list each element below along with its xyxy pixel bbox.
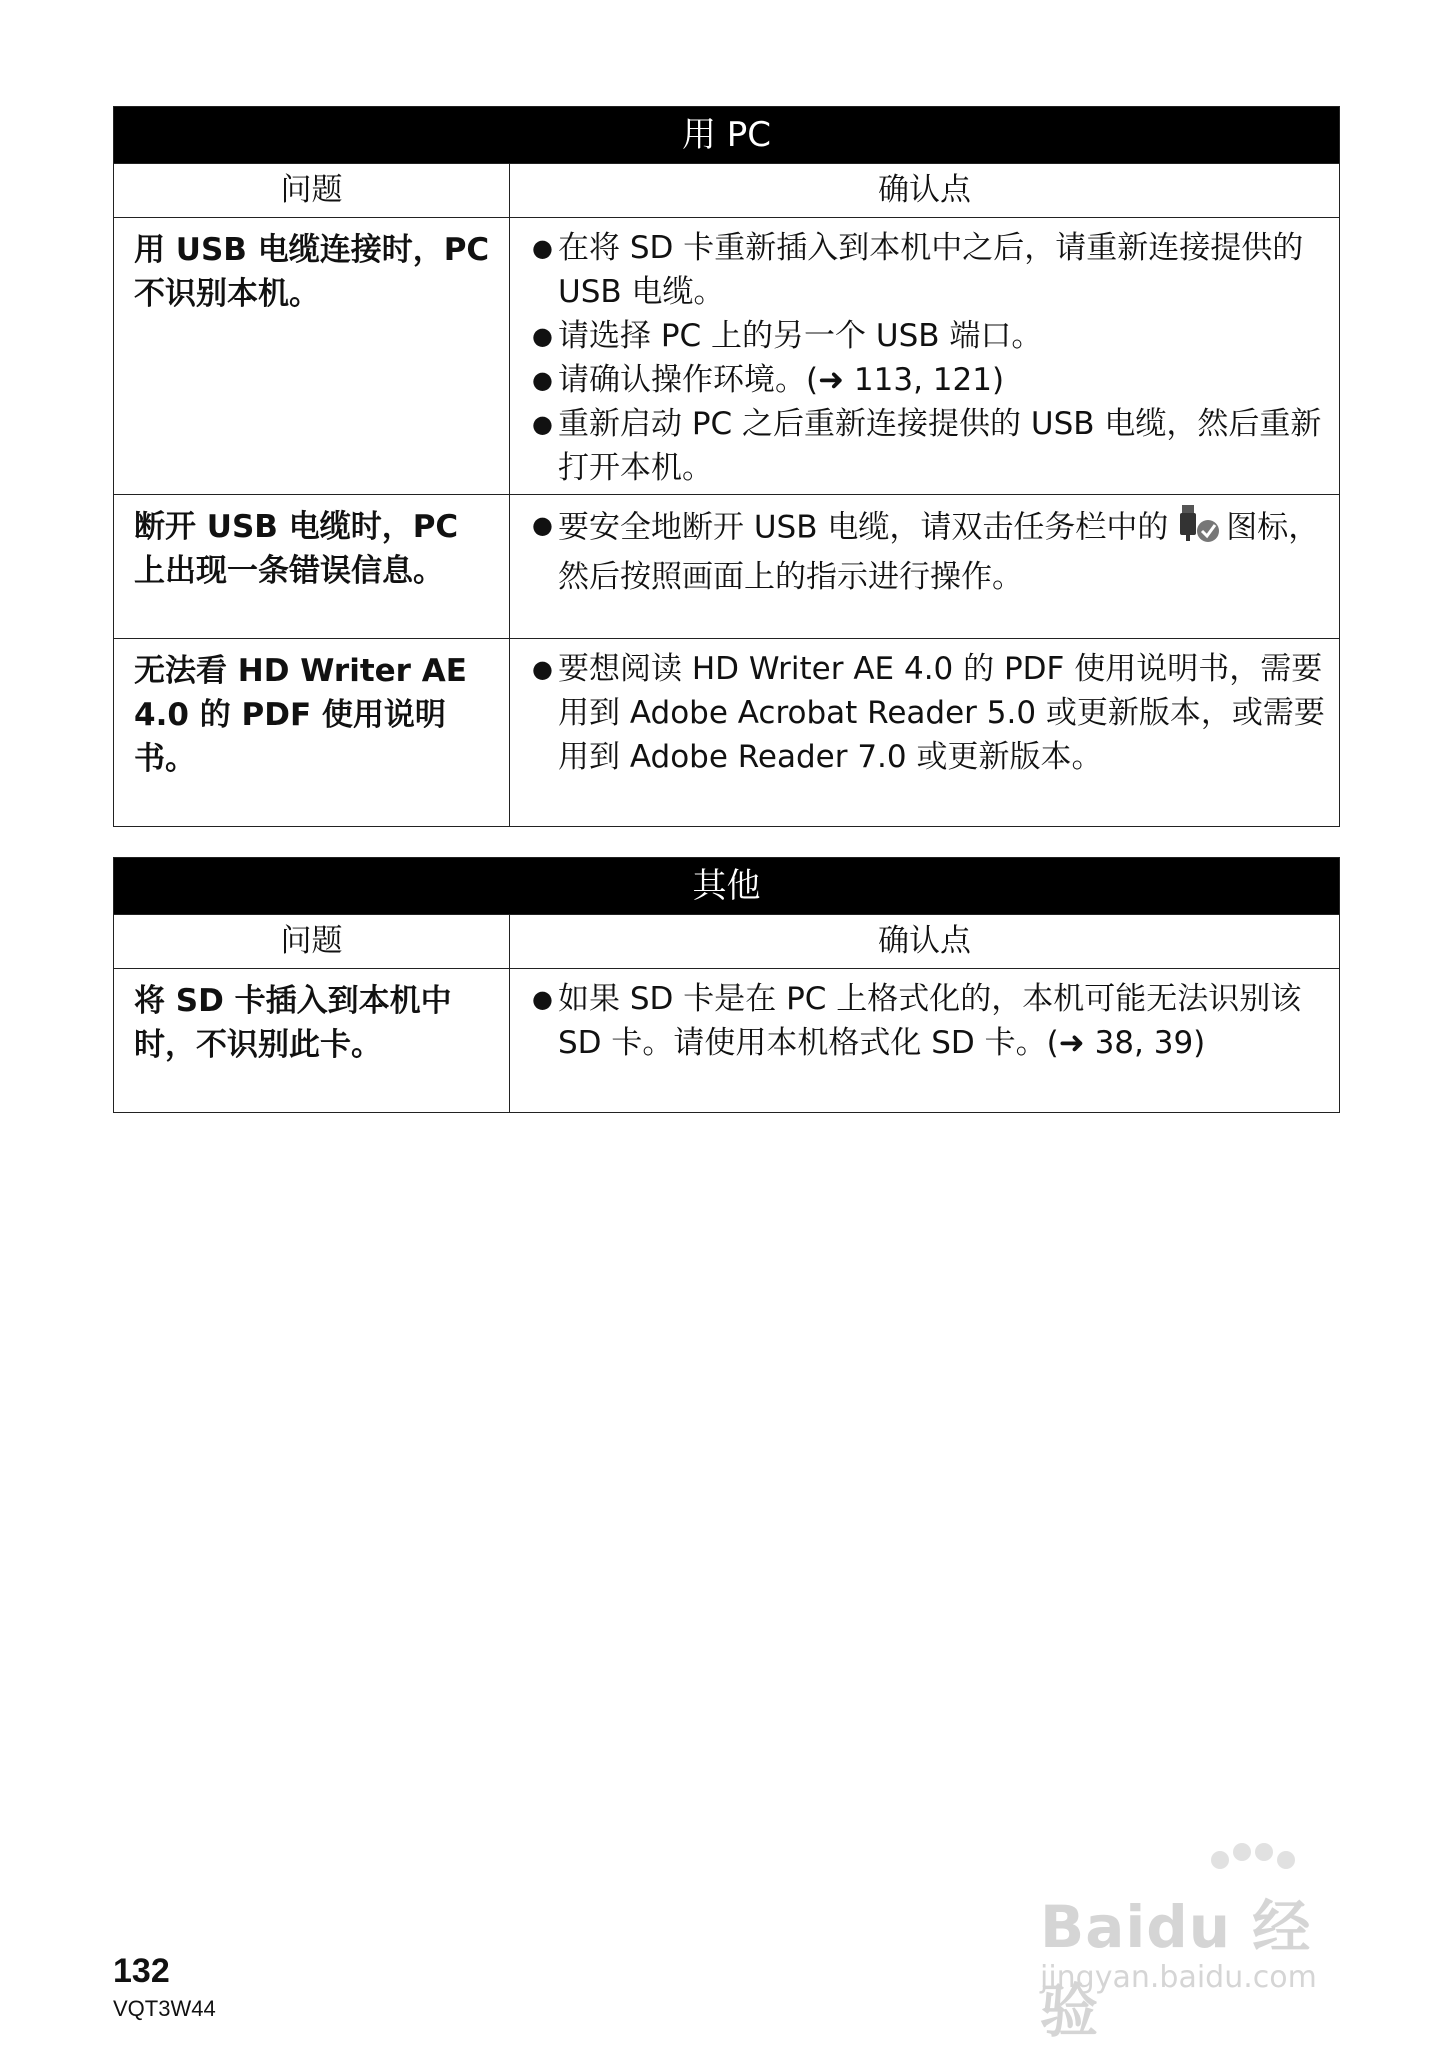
- bullet-icon: ●: [532, 511, 553, 539]
- list-item: ● 请选择 PC 上的另一个 USB 端口。: [532, 314, 1327, 358]
- watermark-url: jingyan.baidu.com: [1040, 1960, 1317, 1995]
- table-row: [114, 217, 1339, 494]
- table-row: [114, 494, 1339, 638]
- check-cell: [510, 969, 1339, 1112]
- table-header: [114, 163, 1339, 217]
- check-cell: [510, 218, 1339, 494]
- list-item: ● 要安全地断开 USB 电缆，请双击任务栏中的 图标，然后按照画面上的指示进行操作。: [532, 503, 1327, 599]
- check-cell: [510, 639, 1339, 826]
- table-other: [113, 857, 1340, 1113]
- section-title: 用 PC: [114, 107, 1339, 163]
- bullet-icon: ●: [532, 234, 553, 262]
- list-item: ● 在将 SD 卡重新插入到本机中之后，请重新连接提供的 USB 电缆。: [532, 226, 1327, 314]
- document-code: VQT3W44: [113, 1996, 216, 2021]
- table-row: [114, 968, 1339, 1112]
- safely-remove-hardware-icon: [1178, 503, 1222, 555]
- problem-cell: 断开 USB 电缆时，PC 上出现一条错误信息。: [114, 495, 510, 638]
- problem-cell: 用 USB 电缆连接时，PC 不识别本机。: [114, 218, 510, 494]
- bullet-icon: ●: [532, 322, 553, 350]
- check-cell: [510, 495, 1339, 638]
- bullet-icon: ●: [532, 655, 553, 683]
- bullet-icon: ●: [532, 410, 553, 438]
- header-problem: 问题: [114, 164, 510, 217]
- list-item: ● 重新启动 PC 之后重新连接提供的 USB 电缆，然后重新打开本机。: [532, 402, 1327, 490]
- page-number: 132: [113, 1952, 170, 1990]
- header-check-point: 确认点: [510, 915, 1339, 968]
- problem-cell: 无法看 HD Writer AE 4.0 的 PDF 使用说明书。: [114, 639, 510, 826]
- table-row: [114, 638, 1339, 826]
- table-use-pc: [113, 106, 1340, 827]
- list-item: ● 要想阅读 HD Writer AE 4.0 的 PDF 使用说明书，需要用到 Adobe Acrobat Reader 5.0 或更新版本，或需要用到 Adobe Reader 7.0 或更新版本。: [532, 647, 1327, 779]
- header-check-point: 确认点: [510, 164, 1339, 217]
- watermark-brand: Baidu 经验: [1040, 1893, 1312, 2045]
- list-item: ● 如果 SD 卡是在 PC 上格式化的，本机可能无法识别该 SD 卡。请使用本机格式化 SD 卡。(➜ 38, 39): [532, 977, 1327, 1065]
- bullet-icon: ●: [532, 985, 553, 1013]
- table-header: [114, 914, 1339, 968]
- problem-cell: 将 SD 卡插入到本机中时，不识别此卡。: [114, 969, 510, 1112]
- list-item: ● 请确认操作环境。(➜ 113, 121): [532, 358, 1327, 402]
- baidu-watermark: [1030, 1840, 1370, 2045]
- bullet-icon: ●: [532, 366, 553, 394]
- header-problem: 问题: [114, 915, 510, 968]
- section-title: 其他: [114, 858, 1339, 914]
